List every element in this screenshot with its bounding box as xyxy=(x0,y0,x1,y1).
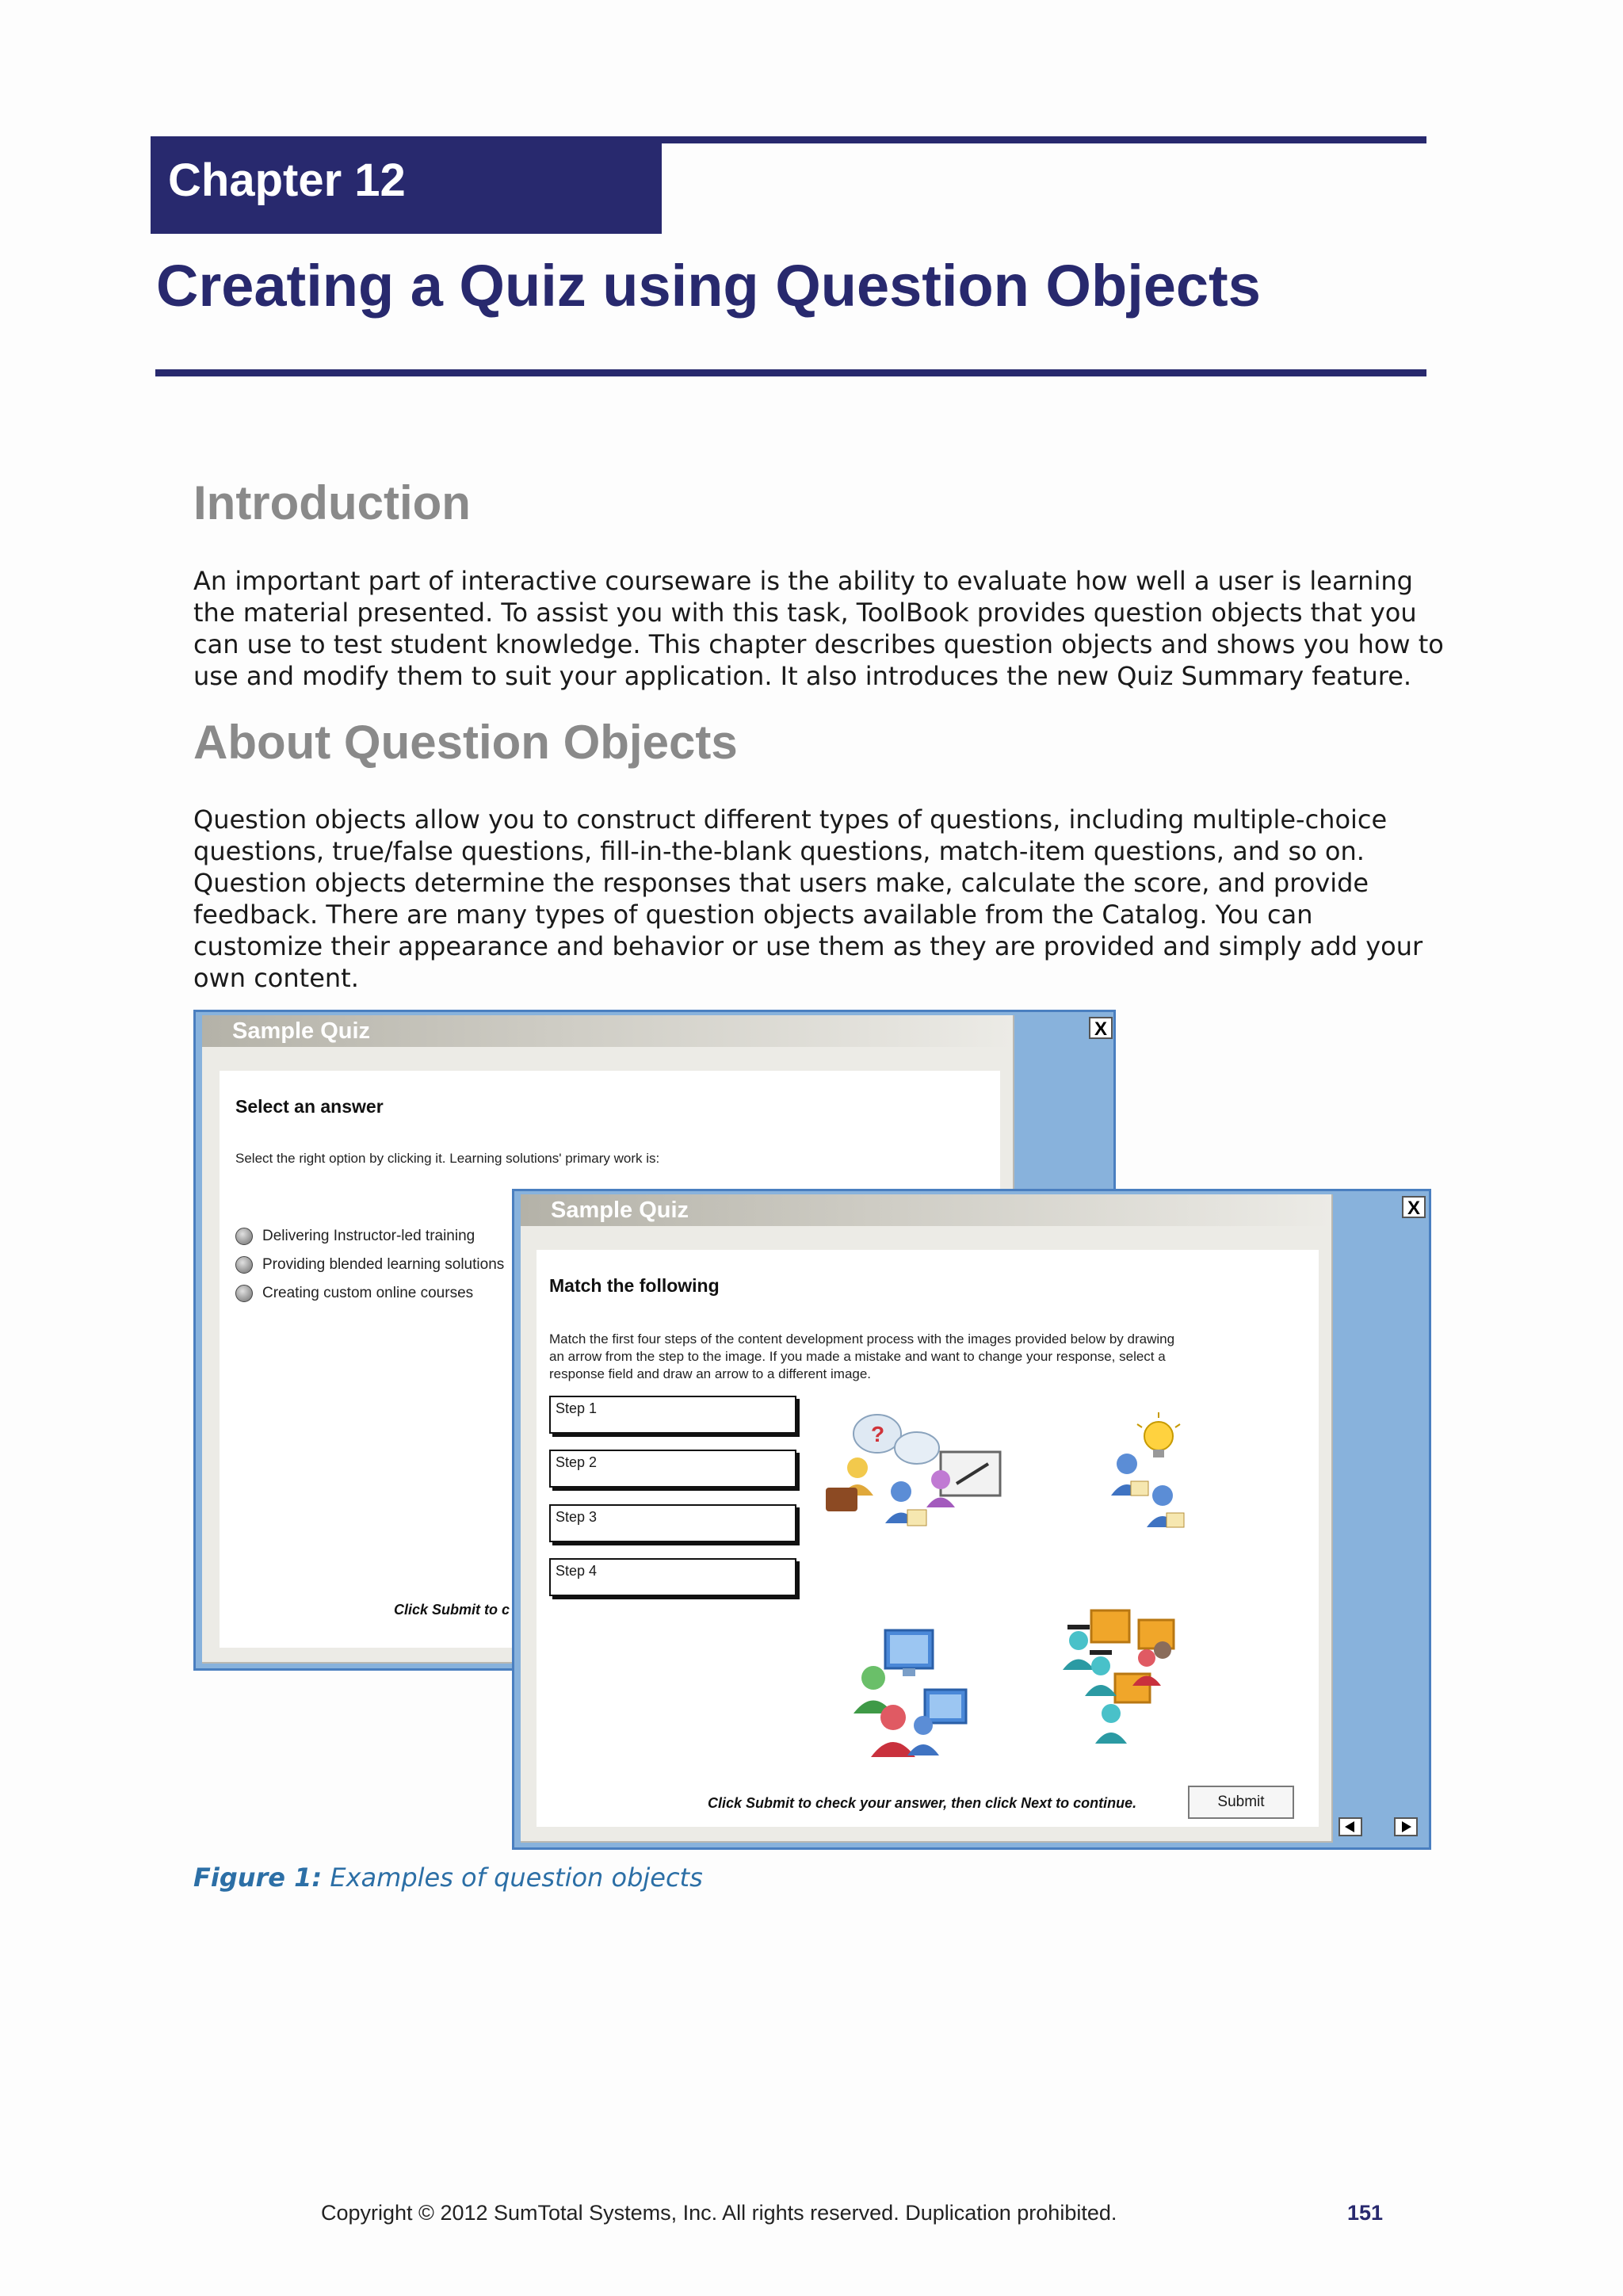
radio-button-icon[interactable] xyxy=(235,1228,253,1245)
submit-hint: Click Submit to check your answer, then click Next to continue. xyxy=(708,1795,1137,1811)
question-heading: Select an answer xyxy=(235,1096,384,1117)
radio-button-icon[interactable] xyxy=(235,1256,253,1274)
page-number: 151 xyxy=(1347,2201,1384,2225)
question-prompt: Match the first four steps of the content development process with the images provided below by drawing an arrow from the step to the image. If you made a mistake and want to change your response, select a response field and draw an arrow to a different image. xyxy=(549,1331,1175,1381)
quiz-window-match xyxy=(512,1189,1431,1850)
window-title: Sample Quiz xyxy=(521,1194,1331,1226)
quiz-content xyxy=(537,1250,1319,1827)
meeting-illustration-icon[interactable] xyxy=(822,1408,1020,1551)
svg-text:?: ? xyxy=(871,1422,885,1446)
next-page-button[interactable] xyxy=(1394,1817,1418,1836)
radio-button-icon[interactable] xyxy=(235,1285,253,1302)
section-heading-introduction: Introduction xyxy=(193,476,471,529)
submit-button[interactable]: Submit xyxy=(1188,1786,1294,1819)
window-title: Sample Quiz xyxy=(202,1015,1013,1047)
step-field[interactable]: Step 4 xyxy=(549,1558,796,1596)
answer-option[interactable]: Delivering Instructor-led training xyxy=(235,1228,475,1245)
close-button[interactable]: X xyxy=(1089,1017,1113,1039)
quiz-panel xyxy=(521,1194,1333,1843)
question-prompt: Select the right option by clicking it. Learning solutions' primary work is: xyxy=(235,1151,660,1166)
answer-option[interactable]: Providing blended learning solutions xyxy=(235,1256,504,1274)
step-field[interactable]: Step 2 xyxy=(549,1450,796,1488)
online-learners-illustration-icon[interactable] xyxy=(1044,1603,1202,1761)
step-field[interactable]: Step 3 xyxy=(549,1504,796,1542)
close-button[interactable]: X xyxy=(1402,1196,1426,1218)
step-field[interactable]: Step 1 xyxy=(549,1396,796,1434)
caption-text: Examples of question objects xyxy=(322,1862,703,1893)
question-heading: Match the following xyxy=(549,1275,720,1296)
prev-arrow-icon xyxy=(1340,1819,1361,1835)
caption-label: Figure 1: xyxy=(193,1862,323,1893)
submit-hint: Click Submit to c xyxy=(394,1602,510,1618)
figure-caption xyxy=(193,1862,703,1893)
next-arrow-icon xyxy=(1396,1819,1416,1835)
computer-users-illustration-icon[interactable] xyxy=(838,1614,996,1773)
prev-page-button[interactable] xyxy=(1338,1817,1362,1836)
top-rule xyxy=(662,136,1426,143)
answer-option[interactable]: Creating custom online courses xyxy=(235,1285,473,1302)
about-paragraph: Question objects allow you to construct different types of questions, including multiple-choice questions, true/false questions, fill-in-the-blank questions, match-item questions, and so on. Question objects determine the responses that users make, calculate the score, and provide feedback. There are many types of question objects available from the Catalog. You can customize their appearance and behavior or use them as they are provided and simply add your own content. xyxy=(193,804,1423,993)
title-rule xyxy=(155,369,1426,376)
chapter-title: Creating a Quiz using Question Objects xyxy=(156,253,1261,319)
introduction-paragraph: An important part of interactive courseware is the ability to evaluate how well a user is learning the material presented. To assist you with this task, ToolBook provides question objects that you can use to test student knowledge. This chapter describes question objects and shows you how to use and modify them to suit your application. It also introduces the new Quiz Summary feature. xyxy=(193,566,1444,691)
idea-illustration-icon[interactable] xyxy=(1083,1408,1226,1551)
footer-copyright: Copyright © 2012 SumTotal Systems, Inc. All rights reserved. Duplication prohibited. xyxy=(321,2201,1117,2225)
section-heading-about-question-objects: About Question Objects xyxy=(193,716,738,769)
figure-examples xyxy=(193,1010,1431,1850)
chapter-label: Chapter 12 xyxy=(151,136,662,234)
